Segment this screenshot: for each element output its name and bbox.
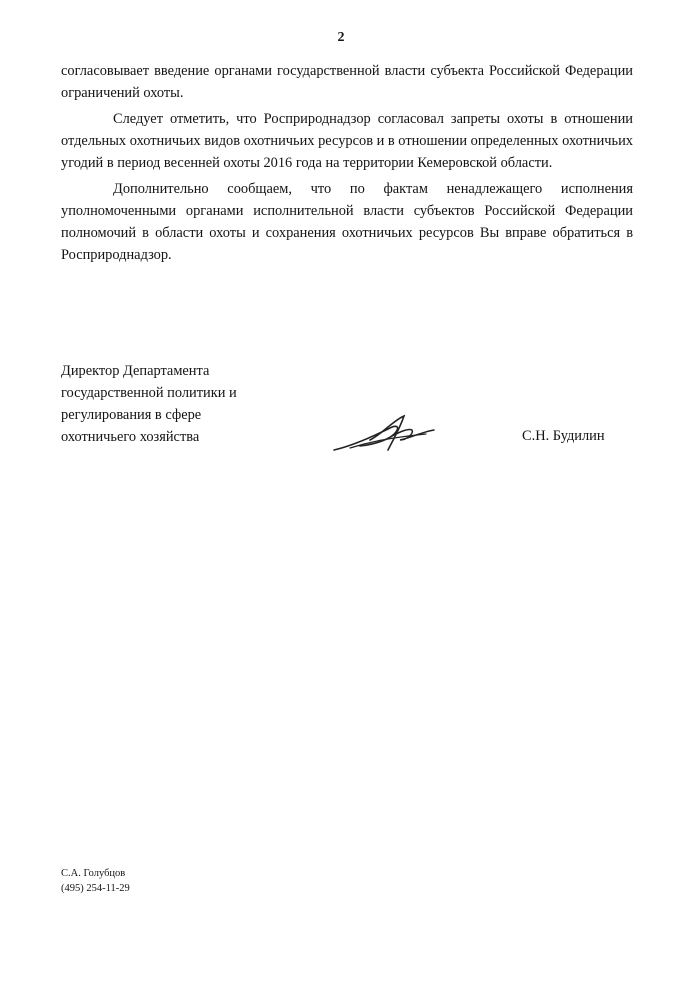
paragraph-rosprirodnadzor-agreed: Следует отметить, что Росприроднадзор согласовал запреты охоты в отношении отдельных охотничьих видов охотничьих ресурсов и в отношении определенных охотничьих угодий в период весенней охоты 2016 года на территории Кемеровской области.	[61, 111, 633, 171]
executor-contact	[61, 866, 130, 896]
letter-body	[61, 60, 633, 270]
page-number: 2	[337, 30, 345, 45]
signer-name: С.Н. Будилин	[522, 428, 605, 444]
position-line: государственной политики и	[61, 385, 237, 401]
position-line: охотничьего хозяйства	[61, 429, 200, 445]
executor-phone: (495) 254-11-29	[61, 883, 130, 894]
paragraph-continuation: согласовывает введение органами государственной власти субъекта Российской Федерации ограничений охоты.	[61, 63, 633, 101]
position-line: регулирования в сфере	[61, 407, 202, 423]
signatory-position	[61, 360, 301, 448]
executor-name: С.А. Голубцов	[61, 868, 126, 879]
paragraph-additional-info: Дополнительно сообщаем, что по фактам ненадлежащего исполнения уполномоченными органами исполнительной власти субъектов Российской Федерации полномочий в области охоты и сохранения охотничьих ресурсов Вы вправе обратиться в Росприроднадзор.	[61, 181, 633, 263]
handwritten-signature	[330, 410, 440, 458]
position-line: Директор Департамента	[61, 363, 210, 379]
